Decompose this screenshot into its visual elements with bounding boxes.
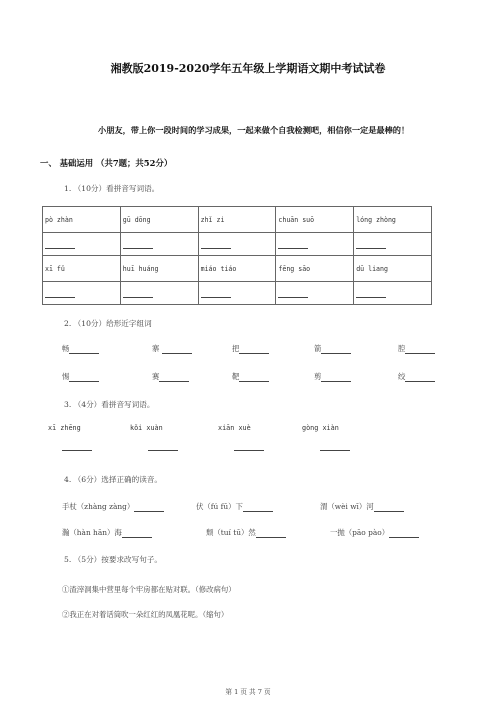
reading-item [62, 527, 152, 538]
page-title: 湘教版2019-2020学年五年级上学期语文期中考试试卷 [110, 62, 386, 75]
pinyin-cell: pò zhàn [43, 207, 121, 233]
reading-text: 手杖（zhàng zàng） [62, 502, 135, 511]
answer-blank[interactable] [123, 289, 153, 298]
char: 把 [232, 344, 240, 353]
pinyin-prompt: kǒi xuàn [130, 424, 163, 432]
pinyin-cell: xī fǔ [43, 256, 121, 282]
answer-cell[interactable] [198, 282, 276, 305]
char-item [232, 343, 269, 354]
answer-blank[interactable] [201, 289, 231, 298]
reading-item [62, 501, 164, 512]
char: 寨 [152, 344, 160, 353]
char: 箭 [314, 344, 322, 353]
reading-item [206, 527, 286, 538]
answer-blank[interactable] [389, 529, 419, 538]
answer-blank[interactable] [69, 345, 99, 354]
section-heading: 一、 基础运用 （共7题；共52分） [40, 158, 173, 168]
char: 绞 [398, 372, 406, 381]
char-item [232, 371, 269, 382]
pinyin-prompt: gòng xiàn [302, 424, 339, 432]
char-item [152, 343, 192, 354]
answer-blank[interactable] [320, 442, 350, 451]
char-item [62, 343, 99, 354]
answer-cell[interactable] [120, 233, 198, 256]
reading-text: 瀚（hàn hān）海 [62, 528, 122, 537]
answer-cell[interactable] [43, 233, 121, 256]
question-4-label: 4. （6分）选择正确的读音。 [64, 475, 163, 484]
answer-cell[interactable] [43, 282, 121, 305]
reading-item [196, 501, 273, 512]
pinyin-cell: gū dōng [120, 207, 198, 233]
char: 赛 [152, 372, 160, 381]
answer-cell[interactable] [198, 233, 276, 256]
intro-text: 小朋友，带上你一段时间的学习成果，一起来做个自我检测吧，相信你一定是最棒的！ [98, 125, 410, 135]
answer-blank[interactable] [239, 373, 269, 382]
answer-blank[interactable] [405, 373, 435, 382]
char: 腔 [398, 344, 406, 353]
answer-blank[interactable] [243, 503, 273, 512]
answer-cell[interactable] [276, 282, 354, 305]
answer-blank[interactable] [45, 240, 75, 249]
answer-blank[interactable] [356, 240, 386, 249]
answer-blank[interactable] [321, 373, 351, 382]
reading-text: 颓（tuí tū）然 [206, 528, 256, 537]
answer-blank[interactable] [162, 345, 192, 354]
answer-blank[interactable] [134, 503, 164, 512]
pinyin-prompt: xiān xuè [218, 424, 251, 432]
char: 剪 [314, 372, 322, 381]
sentence-item: ①渣滓洞集中营里每个牢房都在贴对联。（修改病句） [62, 585, 236, 594]
char-item [398, 343, 435, 354]
reading-text: 伏（fú fū）下 [196, 502, 243, 511]
reading-text: 一抛（pāo pào） [330, 528, 390, 537]
pinyin-answer-table [42, 206, 432, 305]
pinyin-cell: zhǐ zi [198, 207, 276, 233]
answer-cell[interactable] [354, 282, 432, 305]
answer-blank[interactable] [278, 289, 308, 298]
sentence-item: ②我正在对着话筒吹一朵红红的凤凰花呢。（缩句） [62, 610, 229, 619]
pinyin-cell: miáo tiáo [198, 256, 276, 282]
char-item [152, 371, 189, 382]
answer-blank[interactable] [201, 240, 231, 249]
pinyin-cell: dū liang [354, 256, 432, 282]
answer-cell[interactable] [276, 233, 354, 256]
reading-item [330, 527, 419, 538]
char: 惕 [62, 372, 70, 381]
answer-blank[interactable] [62, 442, 92, 451]
reading-item [320, 501, 404, 512]
answer-cell[interactable] [354, 233, 432, 256]
char-item [62, 371, 99, 382]
pinyin-cell: chuān suō [276, 207, 354, 233]
char-item [314, 343, 351, 354]
pinyin-prompt: xī zhēng [48, 424, 81, 432]
answer-blank[interactable] [45, 289, 75, 298]
answer-blank[interactable] [122, 529, 152, 538]
pinyin-cell: lóng zhòng [354, 207, 432, 233]
question-3-label: 3. （4分）看拼音写词语。 [64, 400, 155, 409]
answer-blank[interactable] [374, 503, 404, 512]
answer-blank[interactable] [256, 529, 286, 538]
answer-blank[interactable] [356, 289, 386, 298]
pinyin-cell: fēng sāo [276, 256, 354, 282]
char-item [314, 371, 351, 382]
answer-blank[interactable] [278, 240, 308, 249]
char: 靶 [232, 372, 240, 381]
answer-cell[interactable] [120, 282, 198, 305]
answer-blank[interactable] [321, 345, 351, 354]
pinyin-cell: huī huáng [120, 256, 198, 282]
question-5-label: 5. （5分）按要求改写句子。 [64, 555, 163, 564]
page-footer: 第 1 页 共 7 页 [225, 688, 271, 696]
answer-blank[interactable] [234, 442, 264, 451]
reading-text: 渭（wèi wī）河 [320, 502, 374, 511]
answer-blank[interactable] [123, 240, 153, 249]
answer-blank[interactable] [405, 345, 435, 354]
question-2-label: 2. （10分）给形近字组词 [64, 319, 152, 328]
question-1-label: 1. （10分）看拼音写词语。 [64, 184, 160, 193]
answer-blank[interactable] [69, 373, 99, 382]
char-item [398, 371, 435, 382]
answer-blank[interactable] [239, 345, 269, 354]
char: 畅 [62, 344, 70, 353]
answer-blank[interactable] [159, 373, 189, 382]
answer-blank[interactable] [148, 442, 178, 451]
